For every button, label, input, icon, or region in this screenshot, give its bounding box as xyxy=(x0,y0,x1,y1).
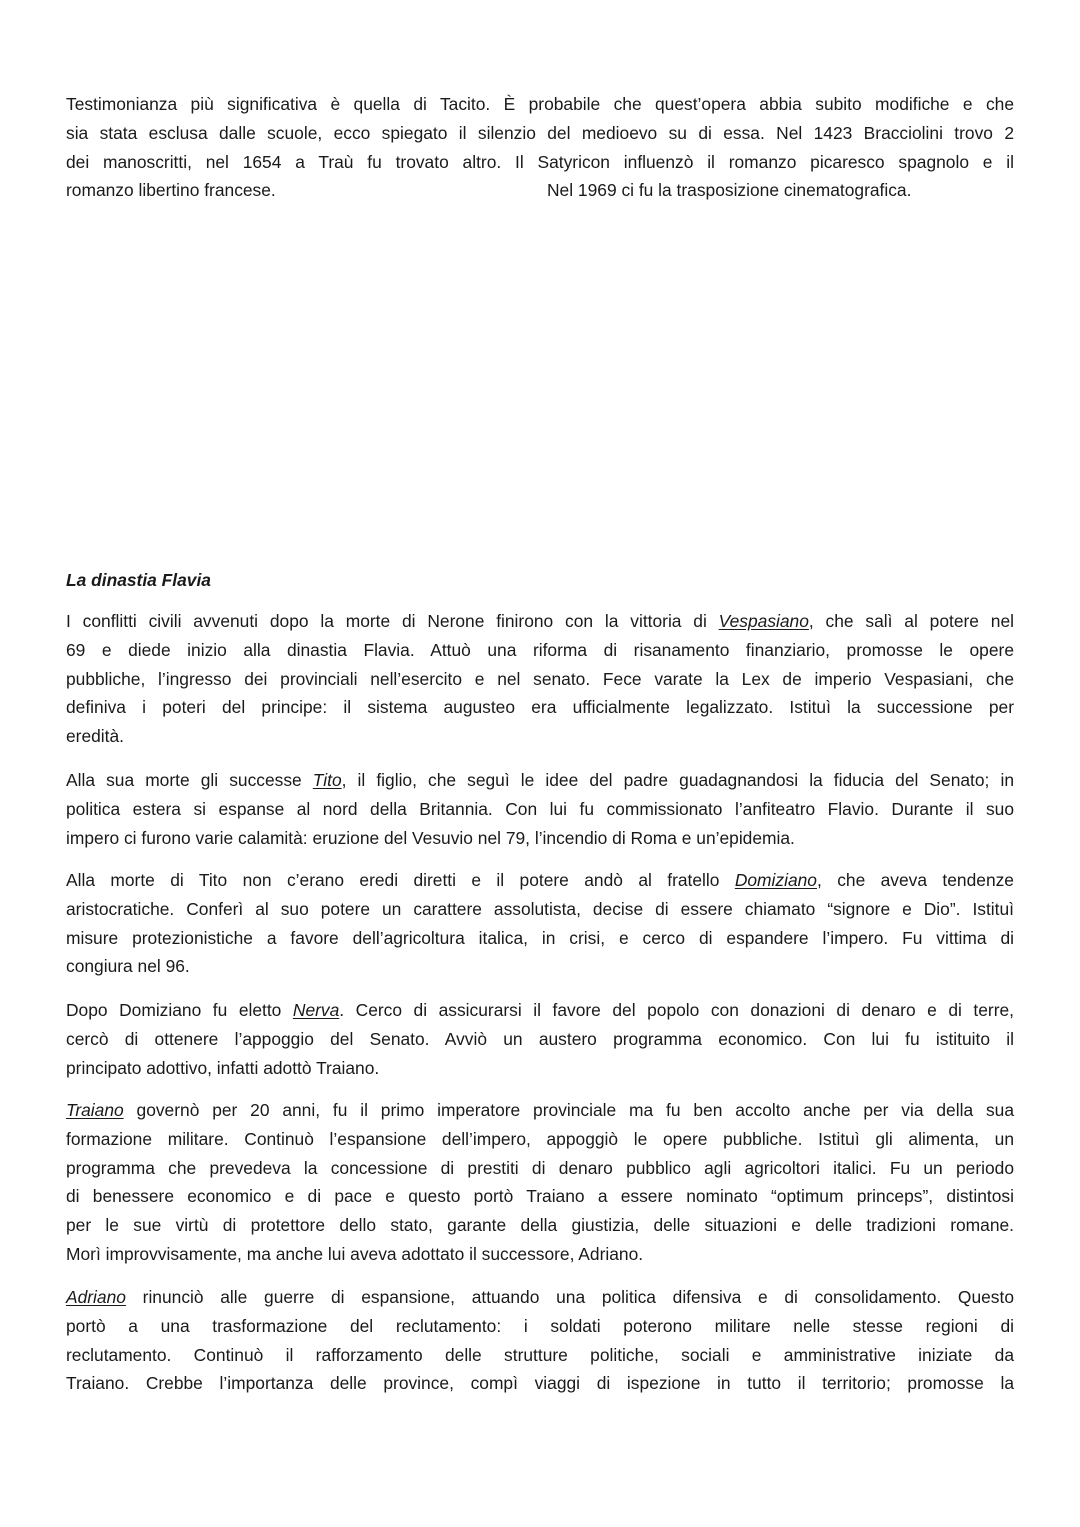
text-line: definiva i poteri del principe: il sistema augusteo era ufficialmente legalizzato. Istituì la successione per xyxy=(66,697,1014,718)
text-line xyxy=(66,996,1014,1025)
paragraph-traiano xyxy=(66,1096,1014,1269)
text-line xyxy=(66,176,1014,205)
text-line: programma che prevedeva la concessione di prestiti di denaro pubblico agli agricoltori italici. Fu un periodo xyxy=(66,1157,1014,1178)
section-heading: La dinastia Flavia xyxy=(66,570,211,590)
text-line: aristocratiche. Conferì al suo potere un carattere assolutista, decise di essere chiamato “signore e Dio”. Istituì xyxy=(66,898,1014,919)
text-span: rinunciò alle guerre di espansione, attuando una politica difensiva e di consolidamento. Questo xyxy=(125,1287,1014,1307)
text-span: I conflitti civili avvenuti dopo la morte di Nerone finirono con la vittoria di xyxy=(66,611,719,631)
paragraph-tito xyxy=(66,766,1014,852)
emperor-name: Adriano xyxy=(66,1287,126,1307)
paragraph-nerva xyxy=(66,996,1014,1082)
paragraph-vespasiano xyxy=(66,607,1014,751)
emperor-name: Nerva xyxy=(292,1000,340,1020)
emperor-name: Tito xyxy=(312,770,342,790)
intro-last-right: Nel 1969 ci fu la trasposizione cinematografica. xyxy=(547,180,912,201)
emperor-name: Domiziano xyxy=(734,870,817,890)
text-span: Dopo Domiziano fu eletto xyxy=(66,1000,293,1020)
intro-paragraph xyxy=(66,90,1014,205)
text-line: politica estera si espanse al nord della Britannia. Con lui fu commissionato l’anfiteatro Flavio. Durante il suo xyxy=(66,798,1014,819)
text-line: pubbliche, l’ingresso dei provinciali nell’esercito e nel senato. Fece varate la Lex de imperio Vespasiani, che xyxy=(66,668,1014,689)
text-span: . Cerco di assicurarsi il favore del popolo con donazioni di denaro e di terre, xyxy=(339,1000,1014,1020)
text-line: portò a una trasformazione del reclutamento: i soldati poterono militare nelle stesse regioni di xyxy=(66,1315,1014,1336)
intro-last-left: romanzo libertino francese. xyxy=(66,180,276,201)
text-span: Alla morte di Tito non c’erano eredi diretti e il potere andò al fratello xyxy=(66,870,735,890)
text-span: governò per 20 anni, fu il primo imperatore provinciale ma fu ben accolto anche per via della sua xyxy=(123,1100,1014,1120)
text-line: di benessere economico e di pace e questo portò Traiano a essere nominato “optimum princeps”, distintosi xyxy=(66,1186,1014,1207)
text-line: congiura nel 96. xyxy=(66,956,190,977)
text-line: per le sue virtù di protettore dello stato, garante della giustizia, delle situazioni e delle tradizioni romane. xyxy=(66,1215,1014,1236)
text-line: 69 e diede inizio alla dinastia Flavia. Attuò una riforma di risanamento finanziario, promosse le opere xyxy=(66,639,1014,660)
emperor-name: Vespasiano xyxy=(718,611,809,631)
text-span: Alla sua morte gli successe xyxy=(66,770,313,790)
text-line: cercò di ottenere l’appoggio del Senato. Avviò un austero programma economico. Con lui fu istituito il xyxy=(66,1028,1014,1049)
emperor-name: Traiano xyxy=(66,1100,124,1120)
text-line xyxy=(66,1096,1014,1125)
text-line xyxy=(66,1283,1014,1312)
text-line: formazione militare. Continuò l’espansione dell’impero, appoggiò le opere pubbliche. Istituì gli alimenta, un xyxy=(66,1128,1014,1149)
paragraph-domiziano xyxy=(66,866,1014,981)
text-line: reclutamento. Continuò il rafforzamento delle strutture politiche, sociali e amministrative iniziate da xyxy=(66,1344,1014,1365)
text-line: dei manoscritti, nel 1654 a Traù fu trovato altro. Il Satyricon influenzò il romanzo picaresco spagnolo e il xyxy=(66,151,1014,172)
text-line: Testimonianza più significativa è quella di Tacito. È probabile che quest’opera abbia subito modifiche e che xyxy=(66,94,1014,114)
text-line: principato adottivo, infatti adottò Traiano. xyxy=(66,1057,380,1078)
paragraph-adriano xyxy=(66,1283,1014,1398)
text-line: misure protezionistiche a favore dell’agricoltura italica, in crisi, e cerco di espandere l’impero. Fu vittima di xyxy=(66,927,1014,948)
text-line: sia stata esclusa dalle scuole, ecco spiegato il silenzio del medioevo su di essa. Nel 1423 Bracciolini trovo 2 xyxy=(66,122,1014,143)
text-line xyxy=(66,866,1014,895)
text-line xyxy=(66,766,1014,795)
text-line: Traiano. Crebbe l’importanza delle province, compì viaggi di ispezione in tutto il territorio; promosse la xyxy=(66,1373,1014,1394)
text-line: eredità. xyxy=(66,726,125,747)
text-span: , che salì al potere nel xyxy=(808,611,1014,631)
text-span: , il figlio, che seguì le idee del padre guadagnandosi la fiducia del Senato; in xyxy=(341,770,1014,790)
text-span: , che aveva tendenze xyxy=(816,870,1014,890)
text-line xyxy=(66,607,1014,636)
text-line: impero ci furono varie calamità: eruzione del Vesuvio nel 79, l’incendio di Roma e un’epidemia. xyxy=(66,827,795,848)
text-line: Morì improvvisamente, ma anche lui aveva adottato il successore, Adriano. xyxy=(66,1243,644,1264)
